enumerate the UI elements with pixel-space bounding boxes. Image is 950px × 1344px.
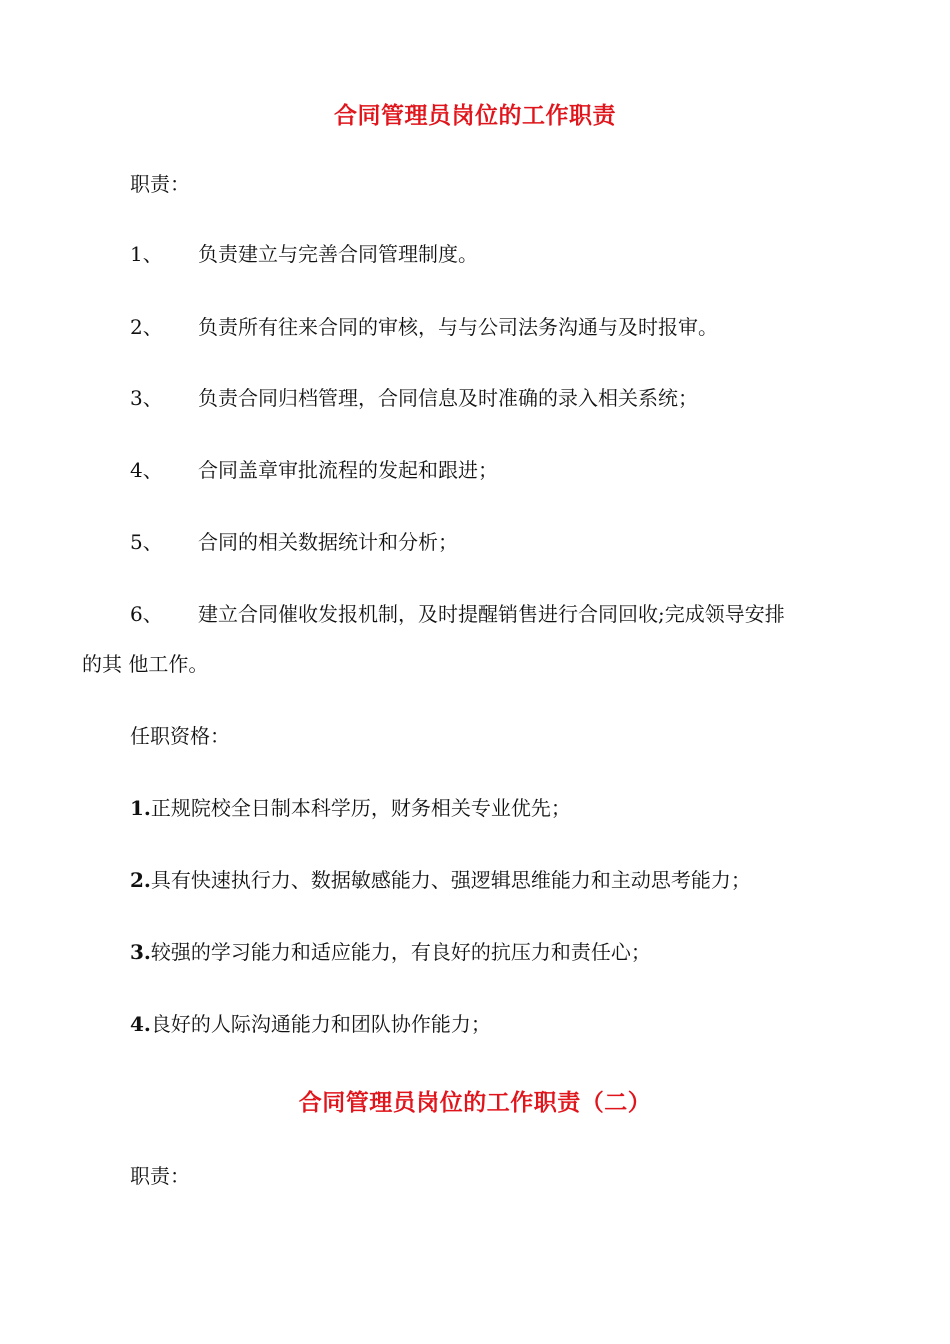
section2-duties-heading: 职责： xyxy=(130,1164,190,1188)
duty-number: 2、 xyxy=(130,315,163,339)
section2-title: 合同管理员岗位的工作职责（二） xyxy=(298,1090,652,1116)
duty-text: 合同盖章审批流程的发起和跟进； xyxy=(198,458,498,482)
qualification-text: 正规院校全日制本科学历，财务相关专业优先； xyxy=(150,796,571,820)
qualification-item xyxy=(130,794,571,822)
duty-text: 负责建立与完善合同管理制度。 xyxy=(198,242,478,266)
duty-number: 1、 xyxy=(130,242,163,266)
qualification-item xyxy=(130,866,751,894)
qualification-number: 1. xyxy=(130,796,151,820)
duty-number: 5、 xyxy=(130,530,163,554)
duty-number: 6、 xyxy=(130,602,163,626)
qualification-item xyxy=(130,1010,491,1038)
section1-qualifications-heading: 任职资格： xyxy=(130,724,230,748)
duty-text: 建立合同催收发报机制，及时提醒销售进行合同回收;完成领导安排 xyxy=(198,602,785,626)
duty-number: 4、 xyxy=(130,458,163,482)
duty-text: 负责合同归档管理，合同信息及时准确的录入相关系统； xyxy=(198,386,698,410)
qualification-item xyxy=(130,938,651,966)
qualification-text: 较强的学习能力和适应能力，有良好的抗压力和责任心； xyxy=(150,940,651,964)
duty-number: 3、 xyxy=(130,386,163,410)
duty-text: 合同的相关数据统计和分析； xyxy=(198,530,458,554)
section1-title: 合同管理员岗位的工作职责 xyxy=(334,103,616,129)
section1-duties-heading: 职责： xyxy=(130,172,190,196)
duty-text-continuation: 的其 他工作。 xyxy=(82,652,209,676)
duty-text: 负责所有往来合同的审核，与与公司法务沟通与及时报审。 xyxy=(198,315,718,339)
qualification-number: 3. xyxy=(130,940,151,964)
qualification-text: 具有快速执行力、数据敏感能力、强逻辑思维能力和主动思考能力； xyxy=(150,868,751,892)
qualification-number: 2. xyxy=(130,868,151,892)
qualification-number: 4. xyxy=(130,1012,151,1036)
qualification-text: 良好的人际沟通能力和团队协作能力； xyxy=(150,1012,491,1036)
